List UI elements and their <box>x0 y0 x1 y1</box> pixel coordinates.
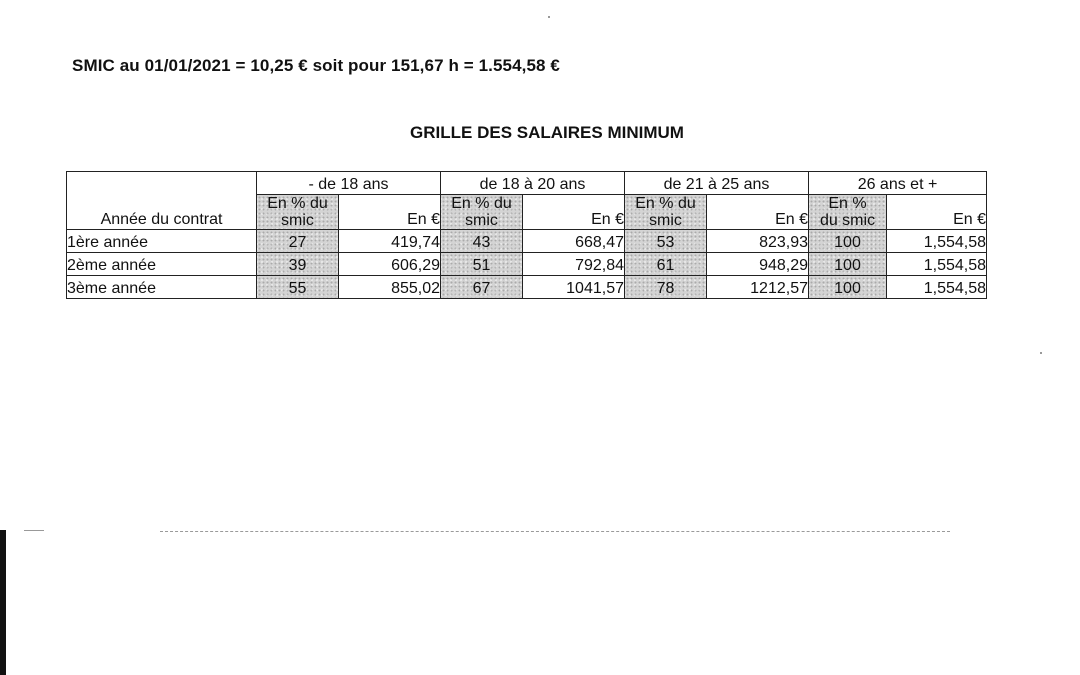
pct-cell: 100 <box>809 253 887 276</box>
pct-cell: 78 <box>625 276 707 299</box>
page-title <box>0 123 1080 143</box>
eur-cell: 1041,57 <box>523 276 625 299</box>
pct-header-line1: En % du <box>635 195 696 212</box>
pct-cell: 55 <box>257 276 339 299</box>
table-row <box>67 230 987 253</box>
pct-header <box>809 195 887 230</box>
group-header-18-20: de 18 à 20 ans <box>441 172 625 195</box>
table-row <box>67 253 987 276</box>
eur-header: En € <box>887 195 987 230</box>
pct-header-line1: En % du <box>267 195 328 212</box>
pct-header-line1: En % du <box>451 195 512 212</box>
pct-header <box>625 195 707 230</box>
eur-cell: 792,84 <box>523 253 625 276</box>
pct-header-line2: smic <box>649 212 682 229</box>
eur-cell: 668,47 <box>523 230 625 253</box>
eur-cell: 1,554,58 <box>887 230 987 253</box>
eur-header: En € <box>523 195 625 230</box>
age-group-header-row <box>67 172 987 195</box>
group-header-26-plus: 26 ans et + <box>809 172 987 195</box>
eur-cell: 1212,57 <box>707 276 809 299</box>
row-label: 3ème année <box>67 276 257 299</box>
pct-cell: 61 <box>625 253 707 276</box>
eur-cell: 948,29 <box>707 253 809 276</box>
contract-year-header: Année du contrat <box>67 172 257 230</box>
eur-cell: 419,74 <box>339 230 441 253</box>
pct-header-line2: du smic <box>819 212 876 229</box>
pct-header <box>257 195 339 230</box>
title-text: GRILLE DES SALAIRES MINIMUM <box>410 123 684 142</box>
pct-cell: 51 <box>441 253 523 276</box>
row-label: 1ère année <box>67 230 257 253</box>
eur-cell: 823,93 <box>707 230 809 253</box>
scan-artifact-line <box>160 531 950 532</box>
eur-cell: 1,554,58 <box>887 253 987 276</box>
scan-speck <box>24 530 44 531</box>
row-label: 2ème année <box>67 253 257 276</box>
pct-cell: 27 <box>257 230 339 253</box>
eur-cell: 606,29 <box>339 253 441 276</box>
eur-header: En € <box>707 195 809 230</box>
table-row <box>67 276 987 299</box>
pct-cell: 53 <box>625 230 707 253</box>
pct-cell: 67 <box>441 276 523 299</box>
pct-header-line2: smic <box>281 212 314 229</box>
pct-cell: 39 <box>257 253 339 276</box>
scan-speck <box>1040 352 1042 354</box>
group-header-21-25: de 21 à 25 ans <box>625 172 809 195</box>
pct-header-line1: En % <box>828 195 867 212</box>
smic-statement: SMIC au 01/01/2021 = 10,25 € soit pour 151,67 h = 1.554,58 € <box>72 56 560 75</box>
group-header-under-18: - de 18 ans <box>257 172 441 195</box>
salary-grid-table <box>66 171 987 299</box>
scan-speck <box>548 16 550 18</box>
pct-cell: 100 <box>809 276 887 299</box>
pct-header-line2: smic <box>465 212 498 229</box>
eur-cell: 1,554,58 <box>887 276 987 299</box>
scan-edge-bar <box>0 530 6 675</box>
eur-header: En € <box>339 195 441 230</box>
pct-cell: 43 <box>441 230 523 253</box>
pct-cell: 100 <box>809 230 887 253</box>
eur-cell: 855,02 <box>339 276 441 299</box>
pct-header <box>441 195 523 230</box>
